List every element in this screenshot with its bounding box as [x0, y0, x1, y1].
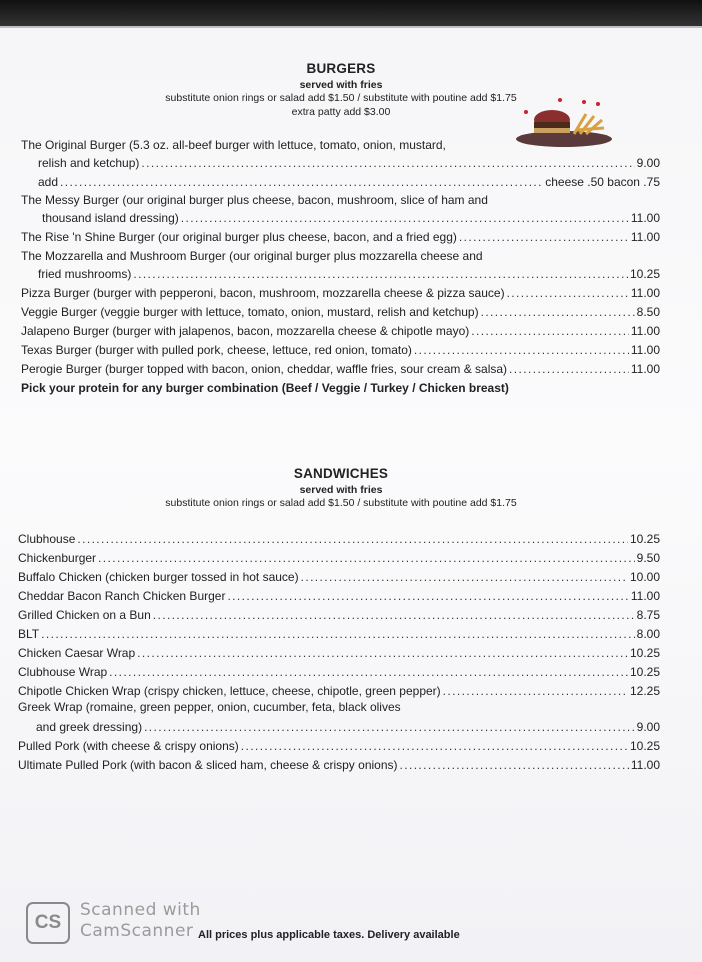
burger-protein-note: Pick your protein for any burger combination (Beef / Veggie / Turkey / Chicken breast)	[21, 381, 509, 395]
burger-item-pizza: Pizza Burger (burger with pepperoni, bacon, mushroom, mozzarella cheese & pizza sauce) ..... 11.00	[21, 282, 660, 300]
burger-item-mozzarella-line2: fried mushrooms) ..... 10.25	[38, 263, 660, 281]
sandwiches-title: SANDWICHES	[293, 466, 389, 481]
burger-item-original-line1: The Original Burger (5.3 oz. all-beef burger with lettuce, tomato, onion, mustard,	[21, 138, 446, 152]
burger-item-jalapeno: Jalapeno Burger (burger with jalapenos, bacon, mozzarella cheese & chipotle mayo) ..... 11.00	[21, 320, 660, 338]
burger-item-perogie: Perogie Burger (burger topped with bacon, onion, cheddar, waffle fries, sour cream & salsa) ..... 11.00	[21, 358, 660, 376]
sandwich-item-cheddar-bacon-ranch: Cheddar Bacon Ranch Chicken Burger ..... 11.00	[18, 585, 660, 603]
sandwiches-subtitle: served with fries	[299, 484, 383, 496]
sandwich-item-pulled-pork: Pulled Pork (with cheese & crispy onions) ..... 10.25	[18, 735, 660, 753]
burger-item-mozzarella-line1: The Mozzarella and Mushroom Burger (our original burger plus mozzarella cheese and	[21, 249, 483, 263]
sandwiches-substitute-note: substitute onion rings or salad add $1.50 / substitute with poutine add $1.75	[165, 497, 517, 509]
burger-item-messy-line2: thousand island dressing) ..... 11.00	[42, 207, 660, 225]
burger-item-texas: Texas Burger (burger with pulled pork, cheese, lettuce, red onion, tomato) ..... 11.00	[21, 339, 660, 357]
sandwich-item-chipotle-chicken-wrap: Chipotle Chicken Wrap (crispy chicken, lettuce, cheese, chipotle, green pepper) ..... 12.25	[18, 680, 660, 698]
sandwich-item-greek-wrap-line1: Greek Wrap (romaine, green pepper, onion, cucumber, feta, black olives	[18, 700, 401, 714]
burgers-title: BURGERS	[306, 61, 376, 76]
burger-item-original-line2: relish and ketchup) ..... 9.00	[38, 152, 660, 170]
camscanner-logo-icon: CS	[26, 902, 70, 944]
sandwich-item-greek-wrap-line2: and greek dressing) ..... 9.00	[36, 716, 660, 734]
sandwich-item-buffalo-chicken: Buffalo Chicken (chicken burger tossed in hot sauce) ..... 10.00	[18, 566, 660, 584]
sandwich-item-blt: BLT ..... 8.00	[18, 623, 660, 641]
sandwich-item-chickenburger: Chickenburger ..... 9.50	[18, 547, 660, 565]
camscanner-watermark	[80, 900, 201, 942]
watermark-line1: Scanned with	[80, 900, 201, 920]
burgers-extra-patty-note: extra patty add $3.00	[291, 106, 391, 118]
sandwich-item-clubhouse: Clubhouse ..... 10.25	[18, 528, 660, 546]
footer-note: All prices plus applicable taxes. Delivery available	[198, 929, 460, 941]
sandwich-item-ultimate-pulled-pork: Ultimate Pulled Pork (with bacon & sliced ham, cheese & crispy onions) ..... 11.00	[18, 754, 660, 772]
sandwich-item-chicken-caesar-wrap: Chicken Caesar Wrap ..... 10.25	[18, 642, 660, 660]
watermark-line2: CamScanner	[80, 921, 194, 941]
burger-item-veggie: Veggie Burger (veggie burger with lettuce, tomato, onion, mustard, relish and ketchup) ..... 8.50	[21, 301, 660, 319]
burger-add-ons: add ..... cheese .50 bacon .75	[38, 171, 660, 189]
sandwich-item-grilled-chicken: Grilled Chicken on a Bun ..... 8.75	[18, 604, 660, 622]
burger-item-messy-line1: The Messy Burger (our original burger plus cheese, bacon, mushroom, slice of ham and	[21, 193, 488, 207]
burgers-subtitle: served with fries	[299, 79, 383, 91]
sandwich-item-clubhouse-wrap: Clubhouse Wrap ..... 10.25	[18, 661, 660, 679]
burgers-substitute-note: substitute onion rings or salad add $1.50 / substitute with poutine add $1.75	[165, 92, 517, 104]
burger-and-fries-illustration	[514, 94, 614, 152]
burger-item-rise-n-shine: The Rise 'n Shine Burger (our original burger plus cheese, bacon, and a fried egg) ..... 11.00	[21, 226, 660, 244]
